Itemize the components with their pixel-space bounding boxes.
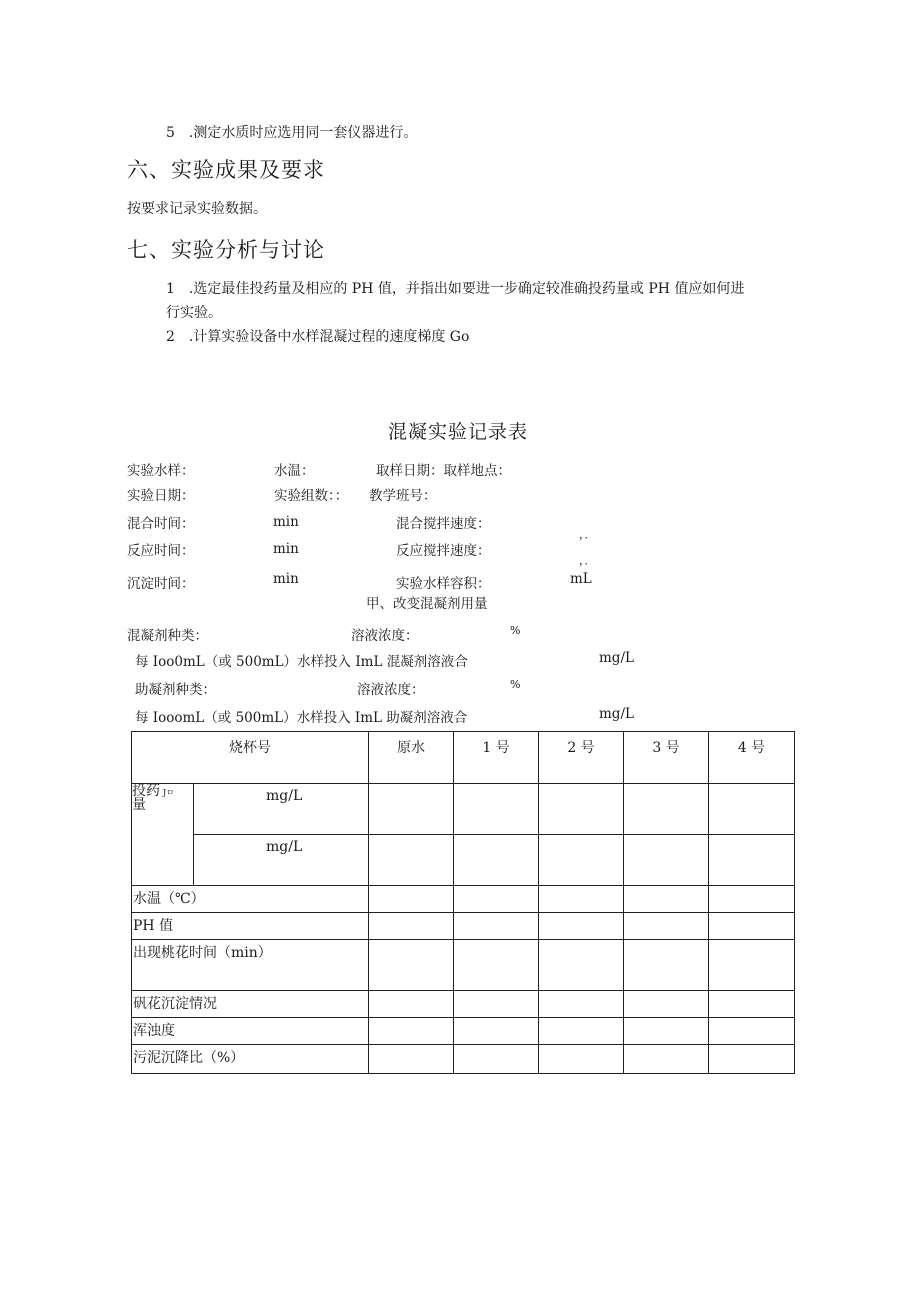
coag-pct: % — [510, 624, 521, 637]
table-cell — [624, 1045, 709, 1074]
table-cell — [624, 784, 709, 835]
table-cell — [454, 940, 539, 991]
table-cell — [369, 835, 454, 886]
water-temp-label: 水温： — [274, 463, 315, 479]
dose-label-tiny: Jㅁ — [163, 788, 174, 797]
table-cell — [624, 1018, 709, 1045]
header-beaker-4: 4 号 — [709, 732, 795, 784]
row-water-temp: 水温（℃） — [132, 886, 369, 913]
table-cell — [624, 835, 709, 886]
date-label: 实验日期： — [127, 488, 195, 504]
mark-1: ，． — [579, 528, 596, 541]
dose-label-cell — [132, 784, 194, 886]
section-6-text: 按要求记录实验数据。 — [127, 201, 267, 217]
table-cell — [539, 1018, 624, 1045]
table-row — [132, 886, 795, 913]
table-cell — [454, 835, 539, 886]
item-1-line-1: 1 .选定最佳投药量及相应的 PH 值，并指出如要进一步确定较准确投药量或 PH 值应如何进 — [166, 281, 745, 297]
header-beaker-1: 1 号 — [454, 732, 539, 784]
table-row — [132, 784, 795, 835]
table-cell — [454, 1018, 539, 1045]
row-sludge-ratio: 污泥沉降比（%） — [132, 1045, 369, 1074]
table-cell — [709, 940, 795, 991]
header-beaker: 烧杯号 — [132, 732, 369, 784]
table-cell — [624, 913, 709, 940]
table-cell — [369, 940, 454, 991]
table-row — [132, 991, 795, 1018]
dose-unit-1: mg/L — [194, 784, 369, 835]
table-cell — [709, 991, 795, 1018]
dose-unit-2: mg/L — [194, 835, 369, 886]
coag-type-label: 混凝剂种类： — [127, 628, 208, 644]
table-cell — [709, 1018, 795, 1045]
react-time-label: 反应时间： — [127, 543, 195, 559]
row-floc-time: 出现桃花时间（min） — [132, 940, 369, 991]
table-cell — [369, 784, 454, 835]
table-cell — [539, 913, 624, 940]
table-cell — [539, 1045, 624, 1074]
table-cell — [369, 1045, 454, 1074]
record-table — [131, 731, 795, 1074]
table-cell — [624, 991, 709, 1018]
groups-label: 实验组数：： — [274, 488, 349, 504]
table-row — [132, 940, 795, 991]
table-cell — [709, 1045, 795, 1074]
table-row — [132, 835, 795, 886]
settle-time-label: 沉淀时间： — [127, 576, 195, 592]
table-cell — [454, 913, 539, 940]
aid-dose-line: 每 IooomL（或 500mL）水样投入 ImL 助凝剂溶液合 — [135, 710, 468, 726]
aid-type-label: 助凝剂种类： — [135, 682, 216, 698]
table-cell — [539, 991, 624, 1018]
table-cell — [709, 835, 795, 886]
table-cell — [709, 886, 795, 913]
aid-dose-unit: mg/L — [599, 706, 634, 722]
table-cell — [539, 886, 624, 913]
table-header-row — [132, 732, 795, 784]
table-cell — [454, 1045, 539, 1074]
table-row — [132, 913, 795, 940]
aid-pct: % — [510, 678, 521, 691]
row-floc-settle: 矾花沉淀情况 — [132, 991, 369, 1018]
table-cell — [454, 784, 539, 835]
sample-label: 实验水样： — [127, 463, 195, 479]
table-cell — [539, 784, 624, 835]
volume-unit: mL — [570, 571, 592, 587]
table-cell — [369, 886, 454, 913]
table-cell — [369, 913, 454, 940]
item-2: 2 .计算实验设备中水样混凝过程的速度梯度 Go — [166, 329, 470, 345]
section-6-heading: 六、实验成果及要求 — [127, 158, 325, 182]
table-row — [132, 1018, 795, 1045]
mark-2: ，． — [579, 554, 596, 567]
settle-time-unit: min — [273, 571, 299, 587]
table-cell — [454, 886, 539, 913]
row-ph: PH 值 — [132, 913, 369, 940]
header-beaker-2: 2 号 — [539, 732, 624, 784]
mix-speed-label: 混合搅拌速度： — [396, 516, 491, 532]
header-beaker-3: 3 号 — [624, 732, 709, 784]
table-cell — [539, 940, 624, 991]
sampling-label: 取样日期：取样地点： — [376, 463, 511, 479]
table-cell — [709, 913, 795, 940]
mix-time-unit: min — [273, 514, 299, 530]
coag-dose-unit: mg/L — [599, 650, 634, 666]
table-cell — [709, 784, 795, 835]
dose-label-b: 量 — [132, 797, 146, 813]
volume-label: 实验水样容积： — [396, 576, 491, 592]
item-1-line-2: 行实验。 — [166, 305, 222, 321]
react-speed-label: 反应搅拌速度： — [396, 543, 491, 559]
table-cell — [624, 940, 709, 991]
table-cell — [369, 991, 454, 1018]
section-7-heading: 七、实验分析与讨论 — [127, 238, 325, 262]
class-no-label: 教学班号： — [369, 488, 437, 504]
table-cell — [624, 886, 709, 913]
aid-conc-label: 溶液浓度： — [357, 682, 425, 698]
row-turbidity: 浑浊度 — [132, 1018, 369, 1045]
table-cell — [539, 835, 624, 886]
form-subtitle: 甲、改变混凝剂用量 — [366, 596, 488, 612]
form-title: 混凝实验记录表 — [388, 421, 529, 443]
header-raw-water: 原水 — [369, 732, 454, 784]
table-cell — [454, 991, 539, 1018]
coag-dose-line: 每 Ioo0mL（或 500mL）水样投入 ImL 混凝剂溶液合 — [135, 654, 468, 670]
table-row — [132, 1045, 795, 1074]
mix-time-label: 混合时间： — [127, 516, 195, 532]
table-cell — [369, 1018, 454, 1045]
coag-conc-label: 溶液浓度： — [351, 628, 419, 644]
item-5: 5 .测定水质时应选用同一套仪器进行。 — [166, 125, 418, 141]
dose-label-a: 投药 — [132, 783, 160, 799]
react-time-unit: min — [273, 541, 299, 557]
